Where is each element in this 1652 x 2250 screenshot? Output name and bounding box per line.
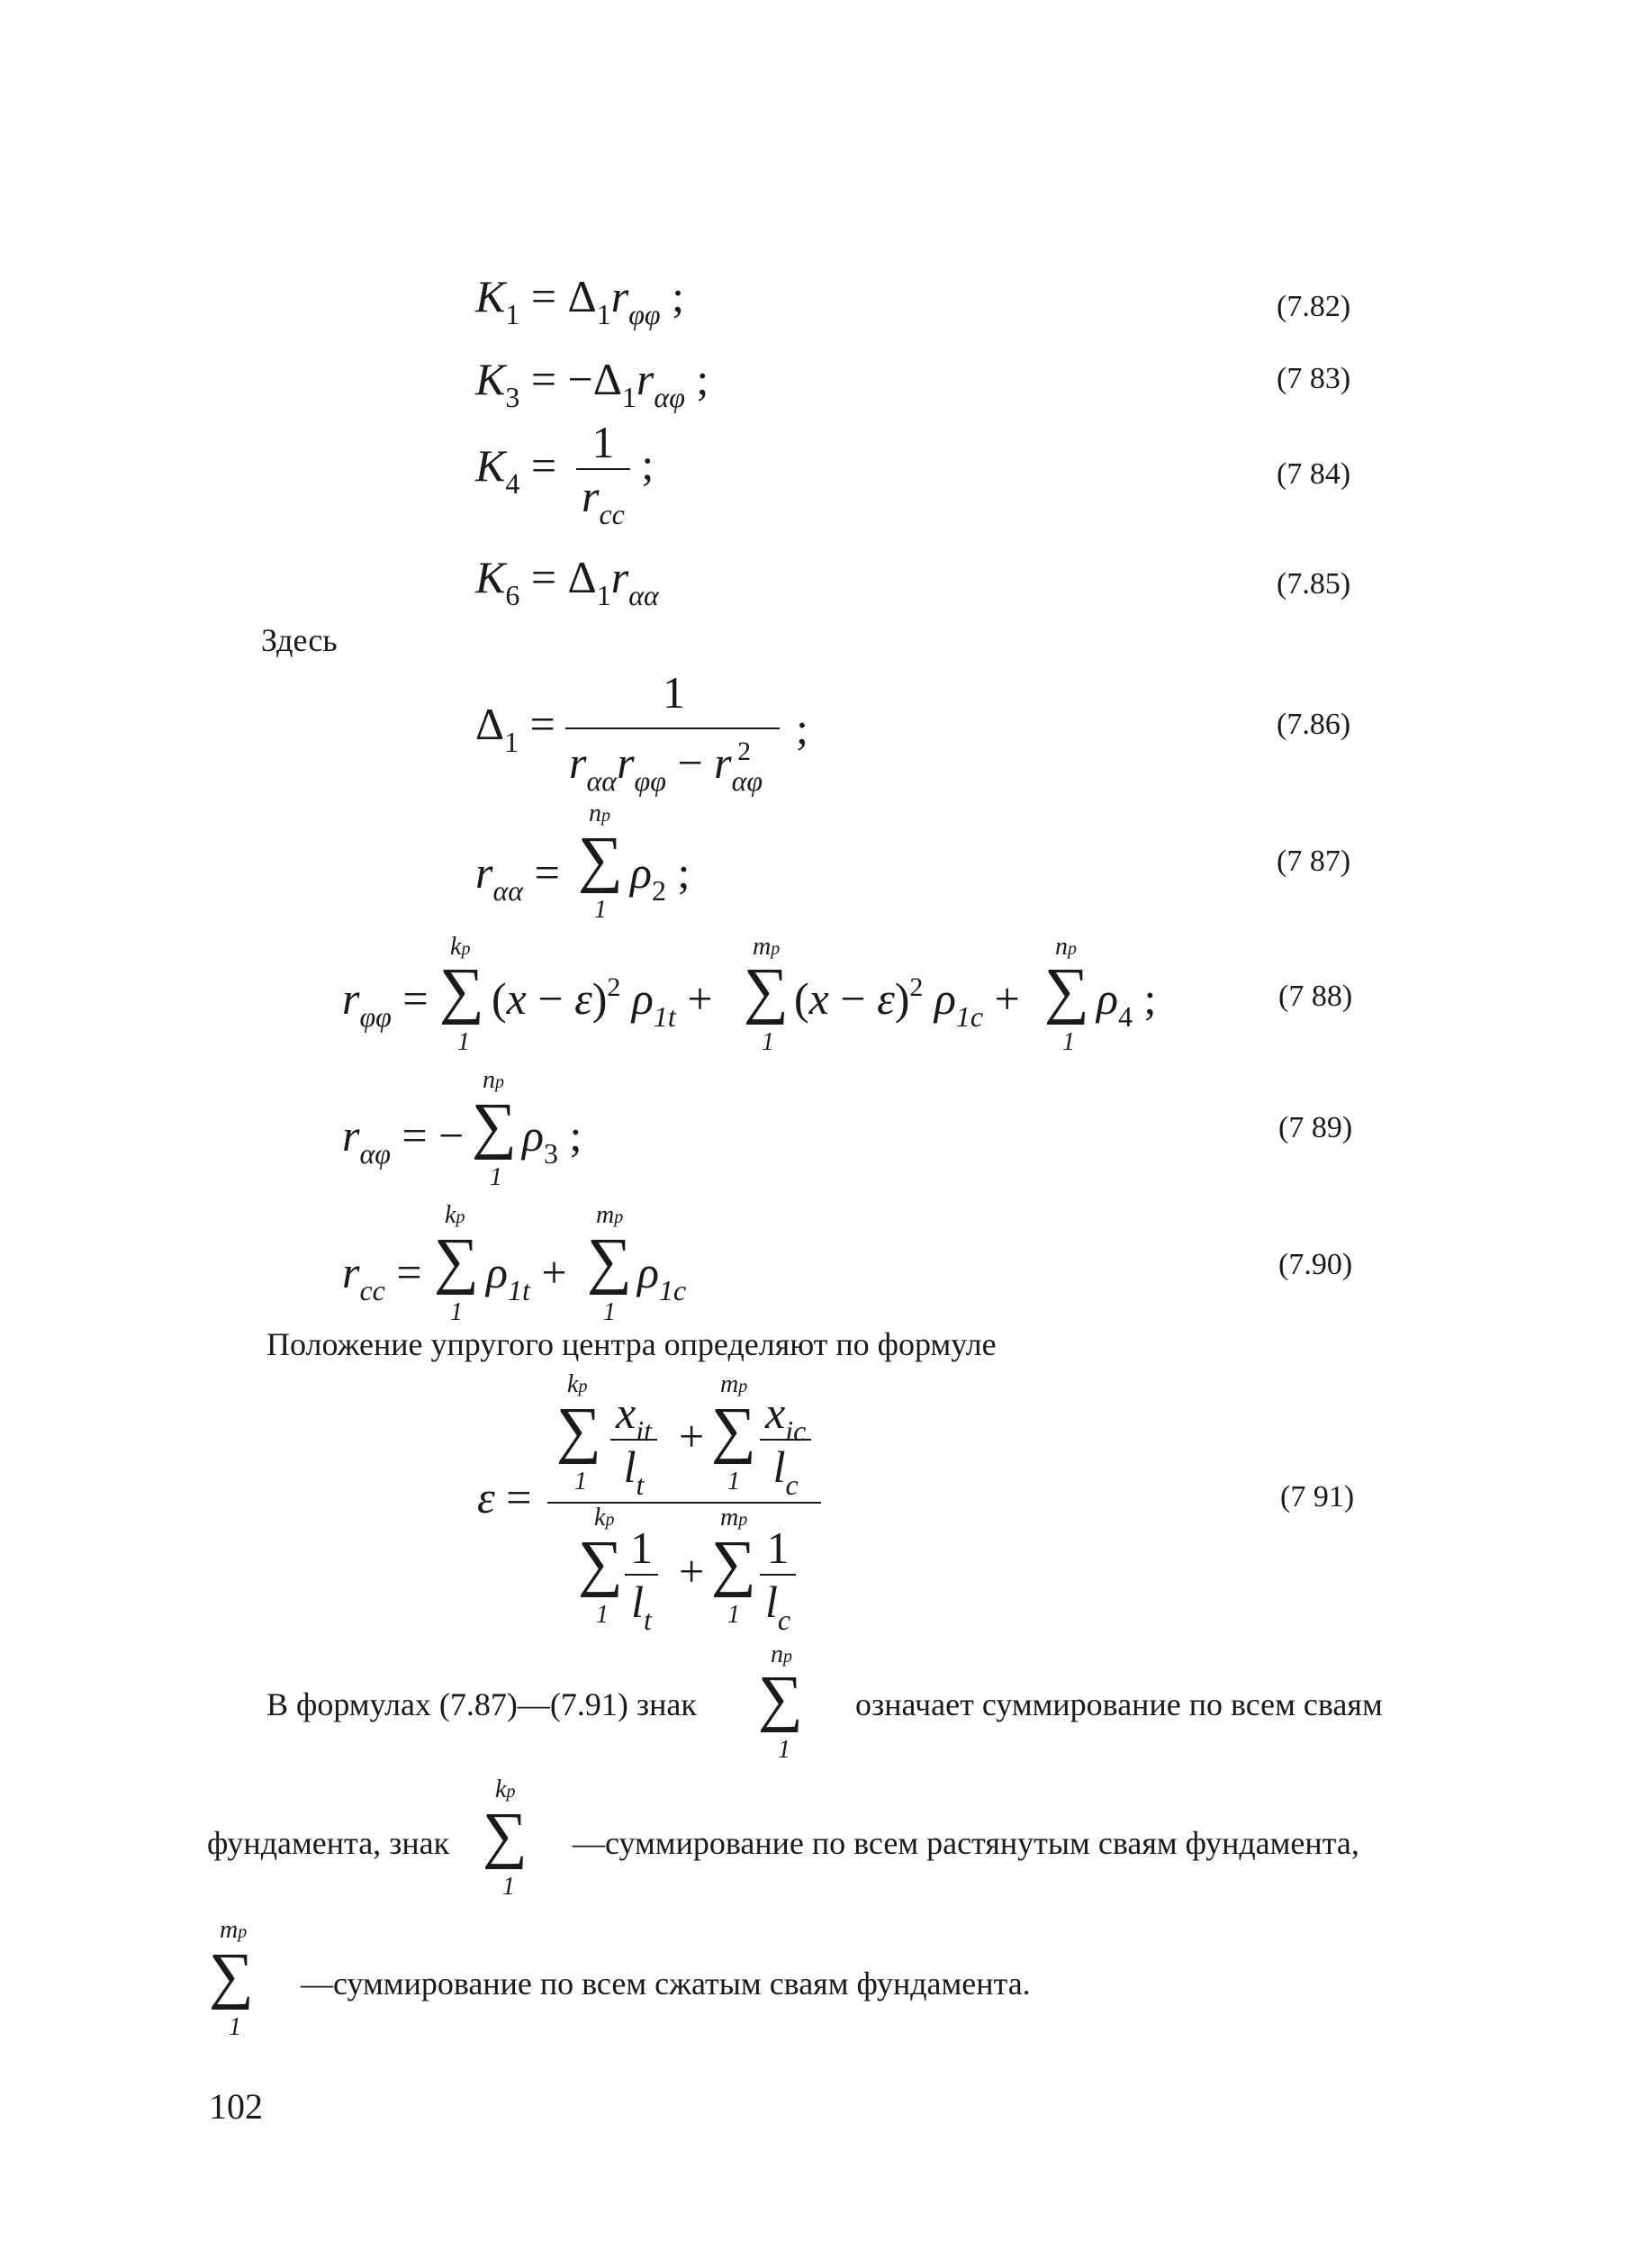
sum-upper-limit: mp (220, 1916, 248, 1944)
sum-upper-limit: mp (720, 1504, 748, 1532)
formula-7-88-lhs: $r_{\varphi\varphi}$ = (342, 973, 429, 1033)
equation-number: (7 88) (1278, 980, 1353, 1013)
formula-7-90-term2: $\rho_{1c}$ (637, 1247, 687, 1306)
fraction-1-over-lc: $\frac{1}{l_c}$ (760, 1522, 796, 1628)
equation-number: (7.82) (1277, 290, 1351, 323)
sum-icon: ∑ (711, 1529, 756, 1598)
sum-upper-limit: np (771, 1640, 792, 1668)
sum-lower-limit: 1 (1062, 1028, 1075, 1056)
sum-upper-limit: np (1055, 933, 1077, 961)
sum-icon: ∑ (556, 1396, 601, 1465)
sum-icon: ∑ (1044, 956, 1089, 1026)
sum-icon: ∑ (758, 1664, 803, 1733)
sum-icon: ∑ (209, 1941, 254, 2011)
text-polozhenie: Положение упругого центра определяют по формуле (266, 1326, 997, 1362)
equation-number: (7.86) (1277, 708, 1351, 741)
sum-upper-limit: kp (450, 933, 471, 961)
fraction-1-over-rcc: $\frac{1}{r_{cc}}$ ; (576, 416, 654, 522)
sum-upper-limit: kp (567, 1370, 588, 1398)
sum-lower-limit: 1 (727, 1601, 740, 1629)
equation-number: (7.85) (1277, 567, 1351, 601)
paragraph-2-end: —суммирование по всем растянутым сваям фундамента, (573, 1825, 1359, 1861)
equation-number: (7 83) (1277, 362, 1351, 395)
fraction-bar (565, 727, 780, 729)
equation-number: (7 84) (1277, 457, 1351, 491)
sum-lower-limit: 1 (596, 1601, 609, 1629)
formula-7-86-denominator: $r_{\alpha\alpha}r_{\varphi\varphi} - r_{\alpha\varphi}^2$ (569, 736, 763, 797)
equation-number: (7 91) (1280, 1480, 1355, 1514)
formula-7-82: $K_1 = \Delta_1r_{\varphi\varphi}$ ; (475, 271, 684, 330)
formula-7-88-term1: $(x - \varepsilon)^2$ $\rho_{1t}$ + (492, 972, 713, 1033)
paragraph-1-end: означает суммирование по всем сваям (855, 1686, 1383, 1722)
sum-lower-limit: 1 (457, 1028, 470, 1056)
text-zdes: Здесь (261, 622, 338, 658)
fraction-xt-over-lt: $\frac{x_{it}}{l_t}$ (610, 1387, 657, 1493)
sum-lower-limit: 1 (502, 1873, 515, 1901)
formula-7-84: $K_4$ = (475, 440, 557, 500)
sum-icon: ∑ (439, 956, 484, 1026)
sum-lower-limit: 1 (603, 1298, 616, 1326)
sum-upper-limit: kp (445, 1201, 465, 1229)
semicolon: ; (796, 703, 808, 754)
sum-lower-limit: 1 (727, 1468, 740, 1495)
formula-7-88-term3: $\rho_4$ ; (1097, 973, 1157, 1033)
equation-number: (7.90) (1278, 1248, 1353, 1281)
formula-7-86-numerator: 1 (663, 667, 685, 718)
sum-icon: ∑ (472, 1091, 517, 1161)
sum-lower-limit: 1 (762, 1028, 774, 1056)
paragraph-2-start: фундамента, знак (207, 1825, 450, 1861)
sum-lower-limit: 1 (574, 1468, 587, 1495)
formula-7-85: $K_6 = \Delta_1r_{\alpha\alpha}$ (475, 552, 659, 611)
sum-upper-limit: kp (594, 1504, 615, 1532)
sum-icon: ∑ (711, 1396, 756, 1465)
formula-7-88-term2: $(x - \varepsilon)^2$ $\rho_{1c}$ + (794, 972, 1020, 1033)
sum-icon: ∑ (483, 1801, 528, 1870)
sum-icon: ∑ (744, 956, 789, 1026)
sum-upper-limit: kp (495, 1776, 516, 1803)
sum-upper-limit: np (589, 800, 610, 827)
fraction-bar (547, 1502, 821, 1504)
sum-icon: ∑ (434, 1226, 479, 1296)
equation-number: (7 89) (1278, 1111, 1353, 1144)
fraction-1-over-lt: $\frac{1}{l_t}$ (625, 1522, 658, 1628)
formula-7-87-rhs: $\rho_2$ ; (630, 847, 691, 907)
formula-7-86-lhs: $\Delta_1$ = (475, 699, 555, 758)
formula-7-83: $K_3 = -\Delta_1r_{\alpha\varphi}$ ; (475, 354, 709, 413)
formula-7-89-lhs: $r_{\alpha\varphi}$ = − (342, 1110, 465, 1170)
sum-upper-limit: mp (753, 933, 781, 961)
sum-upper-limit: mp (720, 1370, 748, 1398)
equation-number: (7 87) (1277, 845, 1351, 878)
sum-lower-limit: 1 (229, 2013, 241, 2041)
sum-lower-limit: 1 (594, 896, 607, 924)
formula-7-91-lhs: ε = (477, 1472, 532, 1523)
fraction-xc-over-lc: $\frac{x_{ic}}{l_c}$ (760, 1387, 811, 1493)
sum-upper-limit: np (483, 1066, 504, 1094)
sum-icon: ∑ (578, 1529, 623, 1598)
sum-lower-limit: 1 (450, 1298, 463, 1326)
paragraph-1-start: В формулах (7.87)—(7.91) знак (266, 1686, 697, 1722)
sum-icon: ∑ (578, 825, 623, 894)
sum-lower-limit: 1 (490, 1163, 502, 1191)
sum-icon: ∑ (587, 1226, 632, 1296)
paragraph-3: —суммирование по всем сжатым сваям фундамента. (301, 1965, 1031, 2002)
formula-7-90-term1: $\rho_{1t}$ + (486, 1247, 567, 1306)
plus-sign: + (679, 1411, 705, 1461)
sum-upper-limit: mp (596, 1201, 624, 1229)
plus-sign: + (679, 1546, 705, 1596)
sum-lower-limit: 1 (778, 1736, 790, 1764)
formula-7-90-lhs: $r_{cc}$ = (342, 1247, 422, 1306)
formula-7-87-lhs: $r_{\alpha\alpha}$ = (475, 847, 560, 907)
formula-7-89-rhs: $\rho_3$ ; (522, 1110, 582, 1170)
page-number: 102 (209, 2086, 263, 2127)
